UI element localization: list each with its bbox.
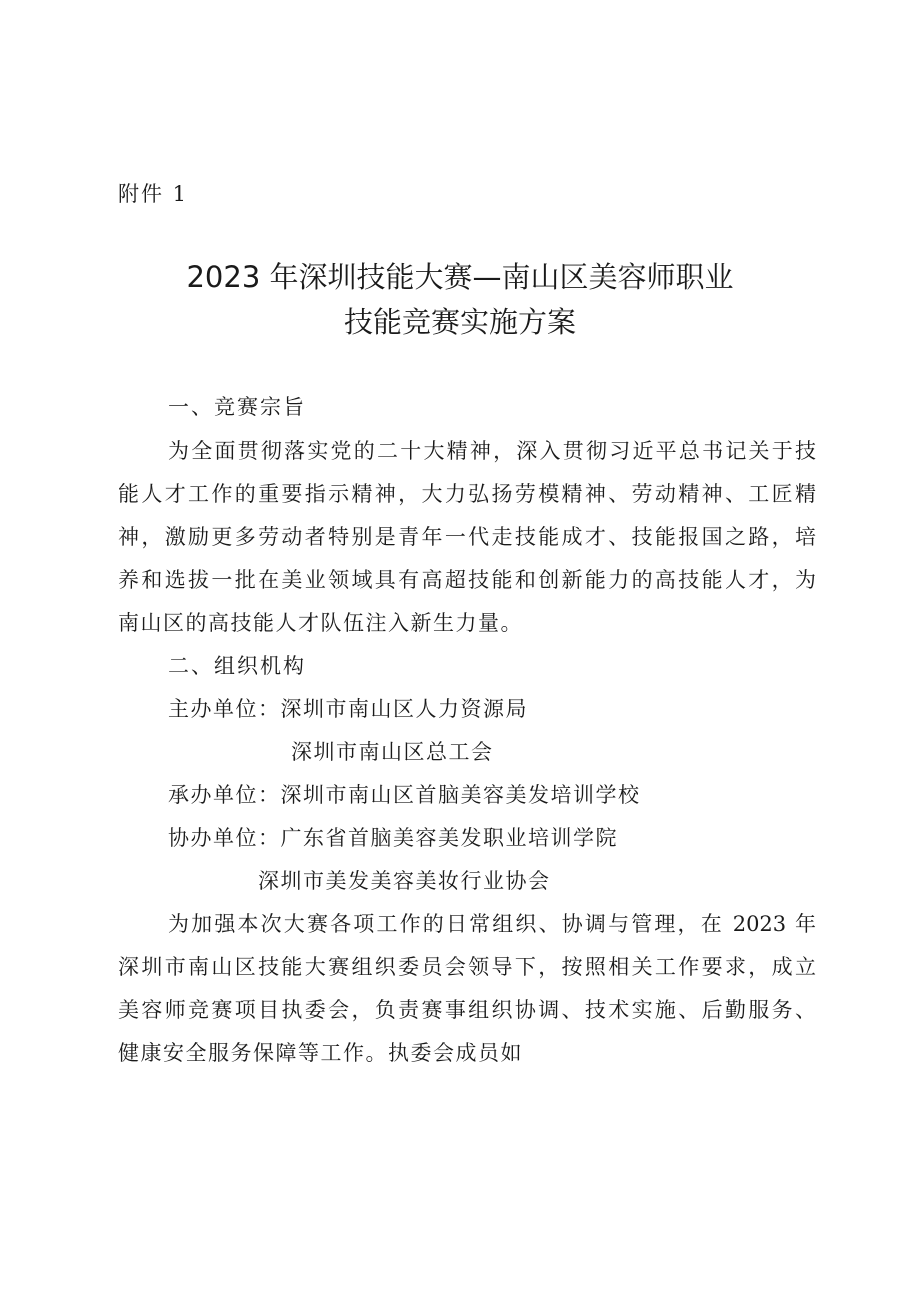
paragraph-line: 深圳市南山区技能大赛组织委员会领导下，按照相关工作要求，成立 xyxy=(118,955,816,979)
attachment-label: 附件 1 xyxy=(118,182,189,206)
paragraph-line: 南山区的高技能人才队伍注入新生力量。 xyxy=(118,611,523,635)
host-unit: 主办单位：深圳市南山区人力资源局 xyxy=(168,697,528,721)
paragraph-line: 神，激励更多劳动者特别是青年一代走技能成才、技能报国之路，培 xyxy=(118,525,816,549)
host-unit-2: 深圳市南山区总工会 xyxy=(291,740,494,764)
co-organizer-unit-2: 深圳市美发美容美妆行业协会 xyxy=(258,869,551,893)
section-1-heading: 一、竞赛宗旨 xyxy=(168,395,306,419)
paragraph-line: 美容师竞赛项目执委会，负责赛事组织协调、技术实施、后勤服务、 xyxy=(118,998,816,1022)
paragraph-line: 能人才工作的重要指示精神，大力弘扬劳模精神、劳动精神、工匠精 xyxy=(118,482,816,506)
document-title-line-1: 2023 年深圳技能大赛—南山区美容师职业 xyxy=(186,260,734,294)
organizer-unit: 承办单位：深圳市南山区首脑美容美发培训学校 xyxy=(168,783,641,807)
document-title-line-2: 技能竞赛实施方案 xyxy=(343,305,576,339)
co-organizer-unit: 协办单位：广东省首脑美容美发职业培训学院 xyxy=(168,826,618,850)
paragraph-line: 养和选拔一批在美业领域具有高超技能和创新能力的高技能人才，为 xyxy=(118,568,816,592)
paragraph-line: 为加强本次大赛各项工作的日常组织、协调与管理，在 2023 年 xyxy=(168,912,816,936)
paragraph-line: 健康安全服务保障等工作。执委会成员如 xyxy=(118,1041,523,1065)
section-2-heading: 二、组织机构 xyxy=(168,654,306,678)
paragraph-line: 为全面贯彻落实党的二十大精神，深入贯彻习近平总书记关于技 xyxy=(168,439,816,463)
